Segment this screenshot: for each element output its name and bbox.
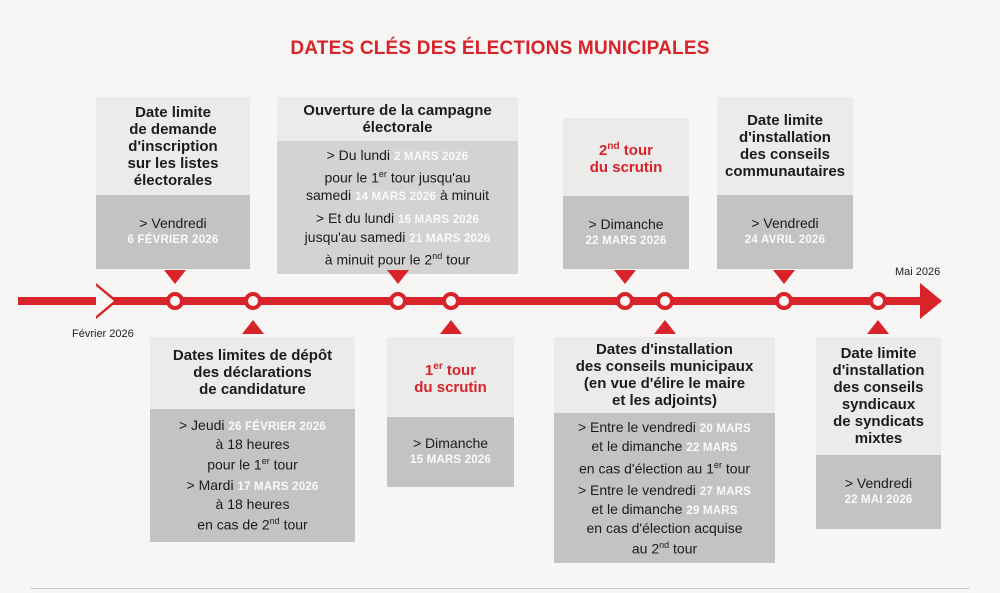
date-text: 6 FÉVRIER 2026	[127, 234, 219, 246]
marker-down	[164, 270, 186, 284]
timeline-end-arrow	[920, 283, 942, 319]
card-body	[387, 417, 514, 487]
marker-down	[773, 270, 795, 284]
card-head: Ouverture de la campagne électorale	[277, 97, 518, 141]
card-head: Dates d'installation des conseils municipaux (en vue d'élire le maire et les adjoints)	[554, 337, 775, 413]
depot-deadline-2: > Mardi 17 MARS 2026 à 18 heures en cas de 2nd tour	[186, 477, 319, 533]
date-text: 14 MARS 2026	[355, 190, 437, 203]
card-tour1	[387, 337, 514, 487]
day-text: > Dimanche	[412, 435, 489, 451]
marker-up	[654, 320, 676, 334]
timeline-dot	[389, 292, 407, 310]
card-campagne	[277, 97, 518, 269]
campagne-period-2: > Et du lundi 16 MARS 2026 jusqu'au samedi 21 MARS 2026 à minuit pour le 2nd tour	[304, 209, 491, 268]
marker-up	[867, 320, 889, 334]
timeline-dot	[869, 292, 887, 310]
date-text: 29 MARS	[686, 504, 738, 517]
card-head: 2nd tour du scrutin	[563, 118, 689, 196]
depot-deadline-1: > Jeudi 26 FÉVRIER 2026 à 18 heures pour le 1er tour	[178, 416, 327, 473]
date-text: 15 MARS 2026	[409, 454, 492, 466]
date-text: 26 FÉVRIER 2026	[228, 420, 327, 433]
card-syndicaux	[816, 337, 941, 529]
timeline-dot	[442, 292, 460, 310]
timeline-dot	[656, 292, 674, 310]
card-body	[563, 196, 689, 269]
date-text: 22 MARS	[686, 442, 738, 454]
axis-start-label: Février 2026	[72, 328, 134, 340]
card-head: Date limite d'installation des conseils syndicaux de syndicats mixtes	[816, 337, 941, 455]
card-head: Dates limites de dépôt des déclarations de candidature	[150, 337, 355, 409]
municipaux-period-1: > Entre le vendredi 20 MARS et le dimanche 22 MARS en cas d'élection au 1er tour	[577, 419, 752, 477]
card-body	[96, 195, 250, 269]
timeline-chevron	[96, 286, 114, 316]
day-text: > Vendredi	[139, 215, 207, 231]
date-text: 22 MAI 2026	[844, 494, 913, 506]
card-depot	[150, 337, 355, 542]
date-text: 21 MARS 2026	[409, 232, 491, 245]
marker-up	[440, 320, 462, 334]
day-text: > Vendredi	[844, 475, 913, 491]
day-text: > Dimanche	[588, 215, 664, 232]
date-text: 24 AVRIL 2026	[744, 234, 826, 246]
card-body	[277, 141, 518, 274]
timeline-dot	[775, 292, 793, 310]
card-head: Date limite d'installation des conseils communautaires	[717, 97, 853, 195]
date-text: 17 MARS 2026	[237, 481, 319, 494]
day-text: > Vendredi	[751, 215, 819, 231]
marker-down	[614, 270, 636, 284]
card-municipaux	[554, 337, 775, 557]
date-text: 27 MARS	[699, 485, 752, 498]
axis-end-label: Mai 2026	[895, 266, 941, 278]
marker-up	[242, 320, 264, 334]
card-body	[554, 413, 775, 563]
card-inscription	[96, 97, 250, 269]
timeline-dot	[166, 292, 184, 310]
date-text: 20 MARS	[699, 423, 752, 435]
bottom-rule	[30, 588, 970, 589]
timeline-dot	[244, 292, 262, 310]
page-title: DATES CLÉS DES ÉLECTIONS MUNICIPALES	[290, 38, 710, 59]
card-tour2	[563, 118, 689, 269]
card-body	[150, 409, 355, 542]
campagne-period-1: > Du lundi 2 MARS 2026 pour le 1er tour jusqu'au samedi 14 MARS 2026 à minuit	[306, 147, 489, 203]
card-head: Date limite de demande d'inscription sur les listes électorales	[96, 97, 250, 195]
date-text: 22 MARS 2026	[585, 234, 667, 247]
date-text: 2 MARS 2026	[393, 151, 469, 163]
timeline-dot	[616, 292, 634, 310]
card-communautaires	[717, 97, 853, 269]
municipaux-period-2: > Entre le vendredi 27 MARS et le dimanche 29 MARS en cas d'élection acquise au 2nd tour	[577, 481, 752, 557]
card-head: 1er tour du scrutin	[387, 337, 514, 417]
card-body	[816, 455, 941, 529]
card-body	[717, 195, 853, 269]
date-text: 16 MARS 2026	[398, 213, 480, 226]
marker-down	[387, 270, 409, 284]
